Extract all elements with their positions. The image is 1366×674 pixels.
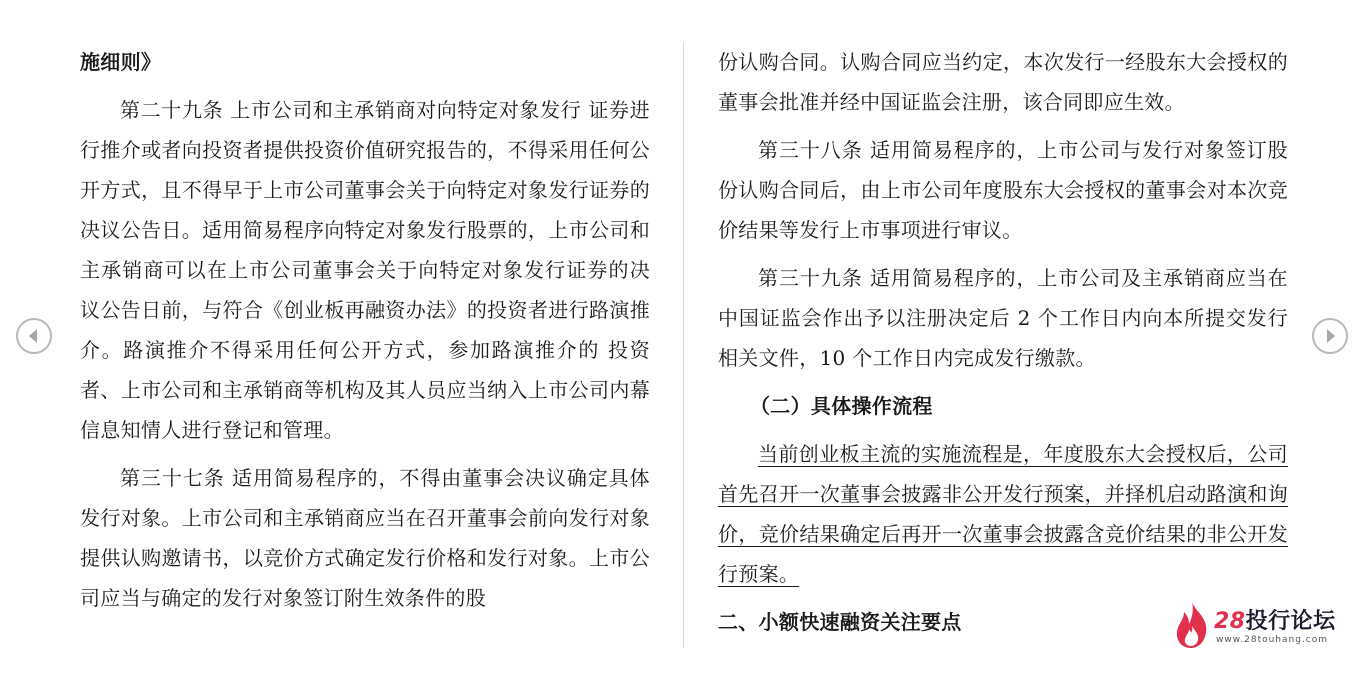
continuation-paragraph: 份认购合同。认购合同应当约定，本次发行一经股东大会授权的董事会批准并经中国证监会注册，该合同即应生效。: [718, 50, 1288, 114]
subsection-heading: （二）具体操作流程: [750, 394, 933, 418]
prev-page-button[interactable]: [16, 318, 52, 354]
brand-title: [1214, 604, 1336, 635]
brand-url: www.28touhang.com: [1216, 635, 1329, 645]
article-39-paragraph: 第三十九条 适用简易程序的，上市公司及主承销商应当在中国证监会作出予以注册决定后 2 个工作日内向本所提交发行相关文件，10 个工作日内完成发行缴款。: [718, 266, 1288, 370]
chevron-right-icon: [1314, 320, 1346, 352]
underlined-text: 当前创业板主流的实施流程是，年度股东大会授权后，公司首先召开一次董事会披露非公开发行预案，并择机启动路演和询价，竞价结果确定后再开一次董事会披露含竞价结果的非公开发行预案。: [718, 442, 1288, 586]
process-paragraph: [718, 434, 1288, 594]
left-page-heading: 施细则》: [80, 50, 162, 74]
section-heading: 二、小额快速融资关注要点: [718, 610, 962, 634]
watermark-logo: [1172, 600, 1342, 652]
right-page: [718, 42, 1288, 650]
chevron-left-icon: [18, 320, 50, 352]
brand-name: 投行论坛: [1245, 609, 1336, 634]
left-page: [80, 42, 650, 626]
page-divider: [683, 42, 684, 648]
brand-number: 28: [1214, 609, 1246, 634]
article-38-paragraph: 第三十八条 适用简易程序的，上市公司与发行对象签订股份认购合同后，由上市公司年度股东大会授权的董事会对本次竞价结果等发行上市事项进行审议。: [718, 138, 1288, 242]
article-29-paragraph: 第二十九条 上市公司和主承销商对向特定对象发行 证券进行推介或者向投资者提供投资价值研究报告的，不得采用任何公开方式，且不得早于上市公司董事会关于向特定对象发行证券的决议公告日。适用简易程序向特定对象发行股票的，上市公司和主承销商可以在上市公司董事会关于向特定对象发行证券的决 议公告日前，与符合《创业板再融资办法》的投资者进行路演推介。路演推介不得采用任何公开方式，参加路演推介的 投资者、上市公司和主承销商等机构及其人员应当纳入上市公司内幕信息知情人进行登记和管理。: [80, 98, 650, 442]
flame-icon: [1172, 600, 1212, 650]
next-page-button[interactable]: [1312, 318, 1348, 354]
article-37-paragraph: 第三十七条 适用简易程序的，不得由董事会决议确定具体发行对象。上市公司和主承销商应当在召开董事会前向发行对象提供认购邀请书，以竞价方式确定发行价格和发行对象。上市公司应当与确定的发行对象签订附生效条件的股: [80, 466, 650, 610]
